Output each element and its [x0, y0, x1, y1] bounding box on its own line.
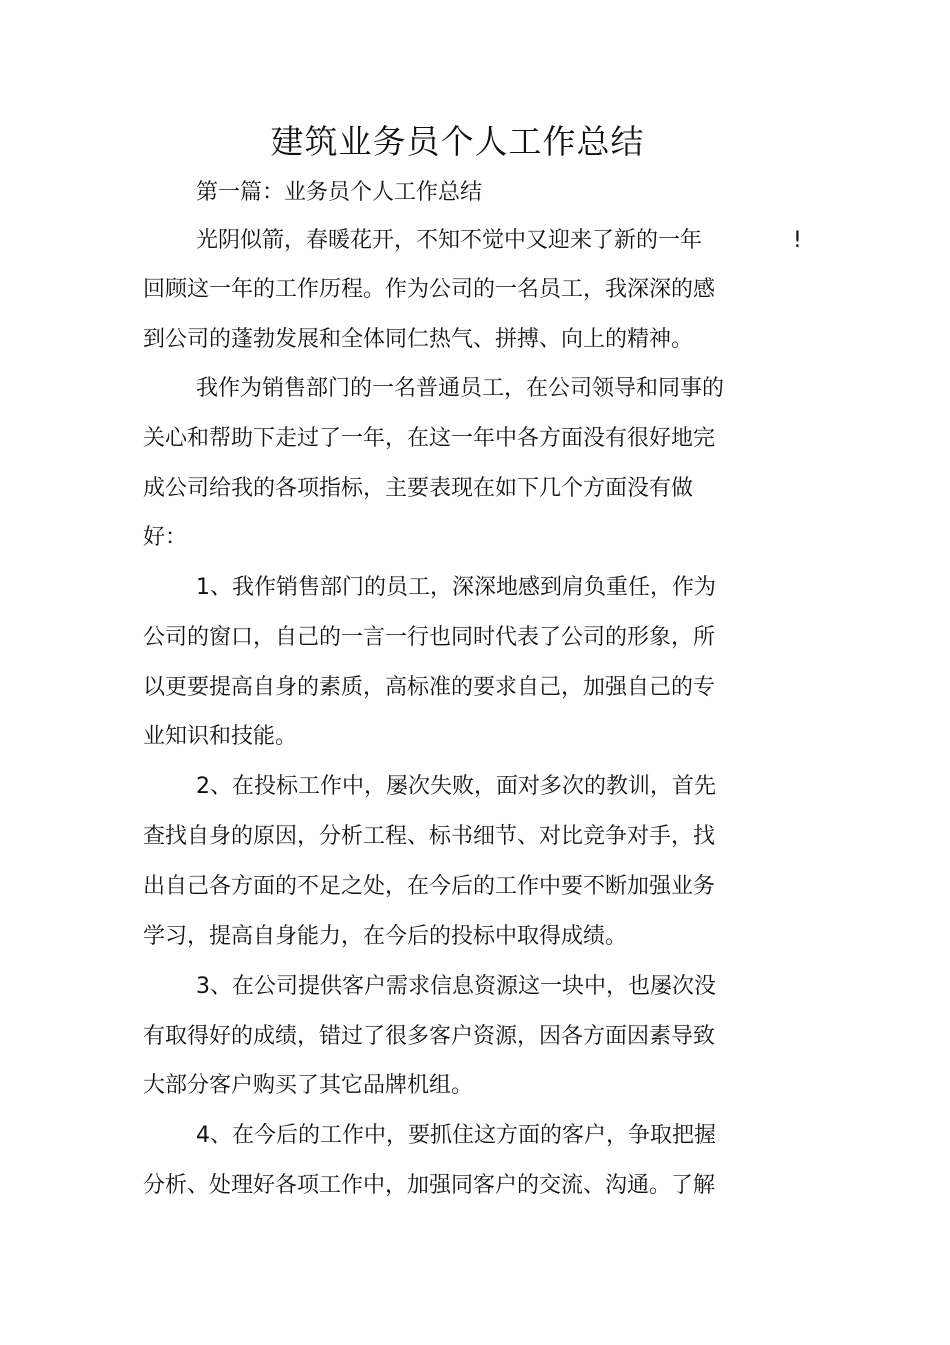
- paragraph-line: 3、在公司提供客户需求信息资源这一块中，也屡次没: [196, 974, 716, 999]
- paragraph-line: 回顾这一年的工作历程。作为公司的一名员工，我深深的感: [143, 277, 716, 302]
- paragraph-line: 我作为销售部门的一名普通员工，在公司领导和同事的: [196, 376, 725, 401]
- paragraph-line: 出自己各方面的不足之处，在今后的工作中要不断加强业务: [143, 874, 716, 899]
- paragraph-line: 以更要提高自身的素质，高标准的要求自己，加强自己的专: [143, 675, 716, 700]
- document-title: 建筑业务员个人工作总结: [270, 122, 645, 161]
- paragraph-line: 光阴似箭，春暖花开，不知不觉中又迎来了新的一年: [196, 228, 703, 253]
- paragraph-line: 4、在今后的工作中，要抓住这方面的客户，争取把握: [196, 1123, 716, 1148]
- paragraph-line: 有取得好的成绩，错过了很多客户资源，因各方面因素导致: [143, 1024, 716, 1049]
- paragraph-line: 查找自身的原因，分析工程、标书细节、对比竞争对手，找: [143, 824, 716, 849]
- paragraph-line: 分析、处理好各项工作中，加强同客户的交流、沟通。了解: [143, 1173, 716, 1198]
- document-subtitle: 第一篇：业务员个人工作总结: [196, 180, 483, 205]
- paragraph-line: 业知识和技能。: [143, 724, 298, 749]
- paragraph-line: 学习，提高自身能力，在今后的投标中取得成绩。: [143, 924, 628, 949]
- paragraph-line: 公司的窗口，自己的一言一行也同时代表了公司的形象，所: [143, 625, 716, 650]
- paragraph-line: 2、在投标工作中，屡次失败，面对多次的教训，首先: [196, 774, 716, 799]
- paragraph-line: 1、我作销售部门的员工，深深地感到肩负重任，作为: [196, 575, 716, 600]
- paragraph-line: 好：: [143, 525, 188, 550]
- paragraph-line: 成公司给我的各项指标，主要表现在如下几个方面没有做: [143, 476, 694, 501]
- exclamation-mark: !: [793, 228, 802, 253]
- paragraph-line: 到公司的蓬勃发展和全体同仁热气、拼搏、向上的精神。: [143, 327, 694, 352]
- paragraph-line: 大部分客户购买了其它品牌机组。: [143, 1073, 474, 1098]
- paragraph-line: 关心和帮助下走过了一年，在这一年中各方面没有很好地完: [143, 426, 716, 451]
